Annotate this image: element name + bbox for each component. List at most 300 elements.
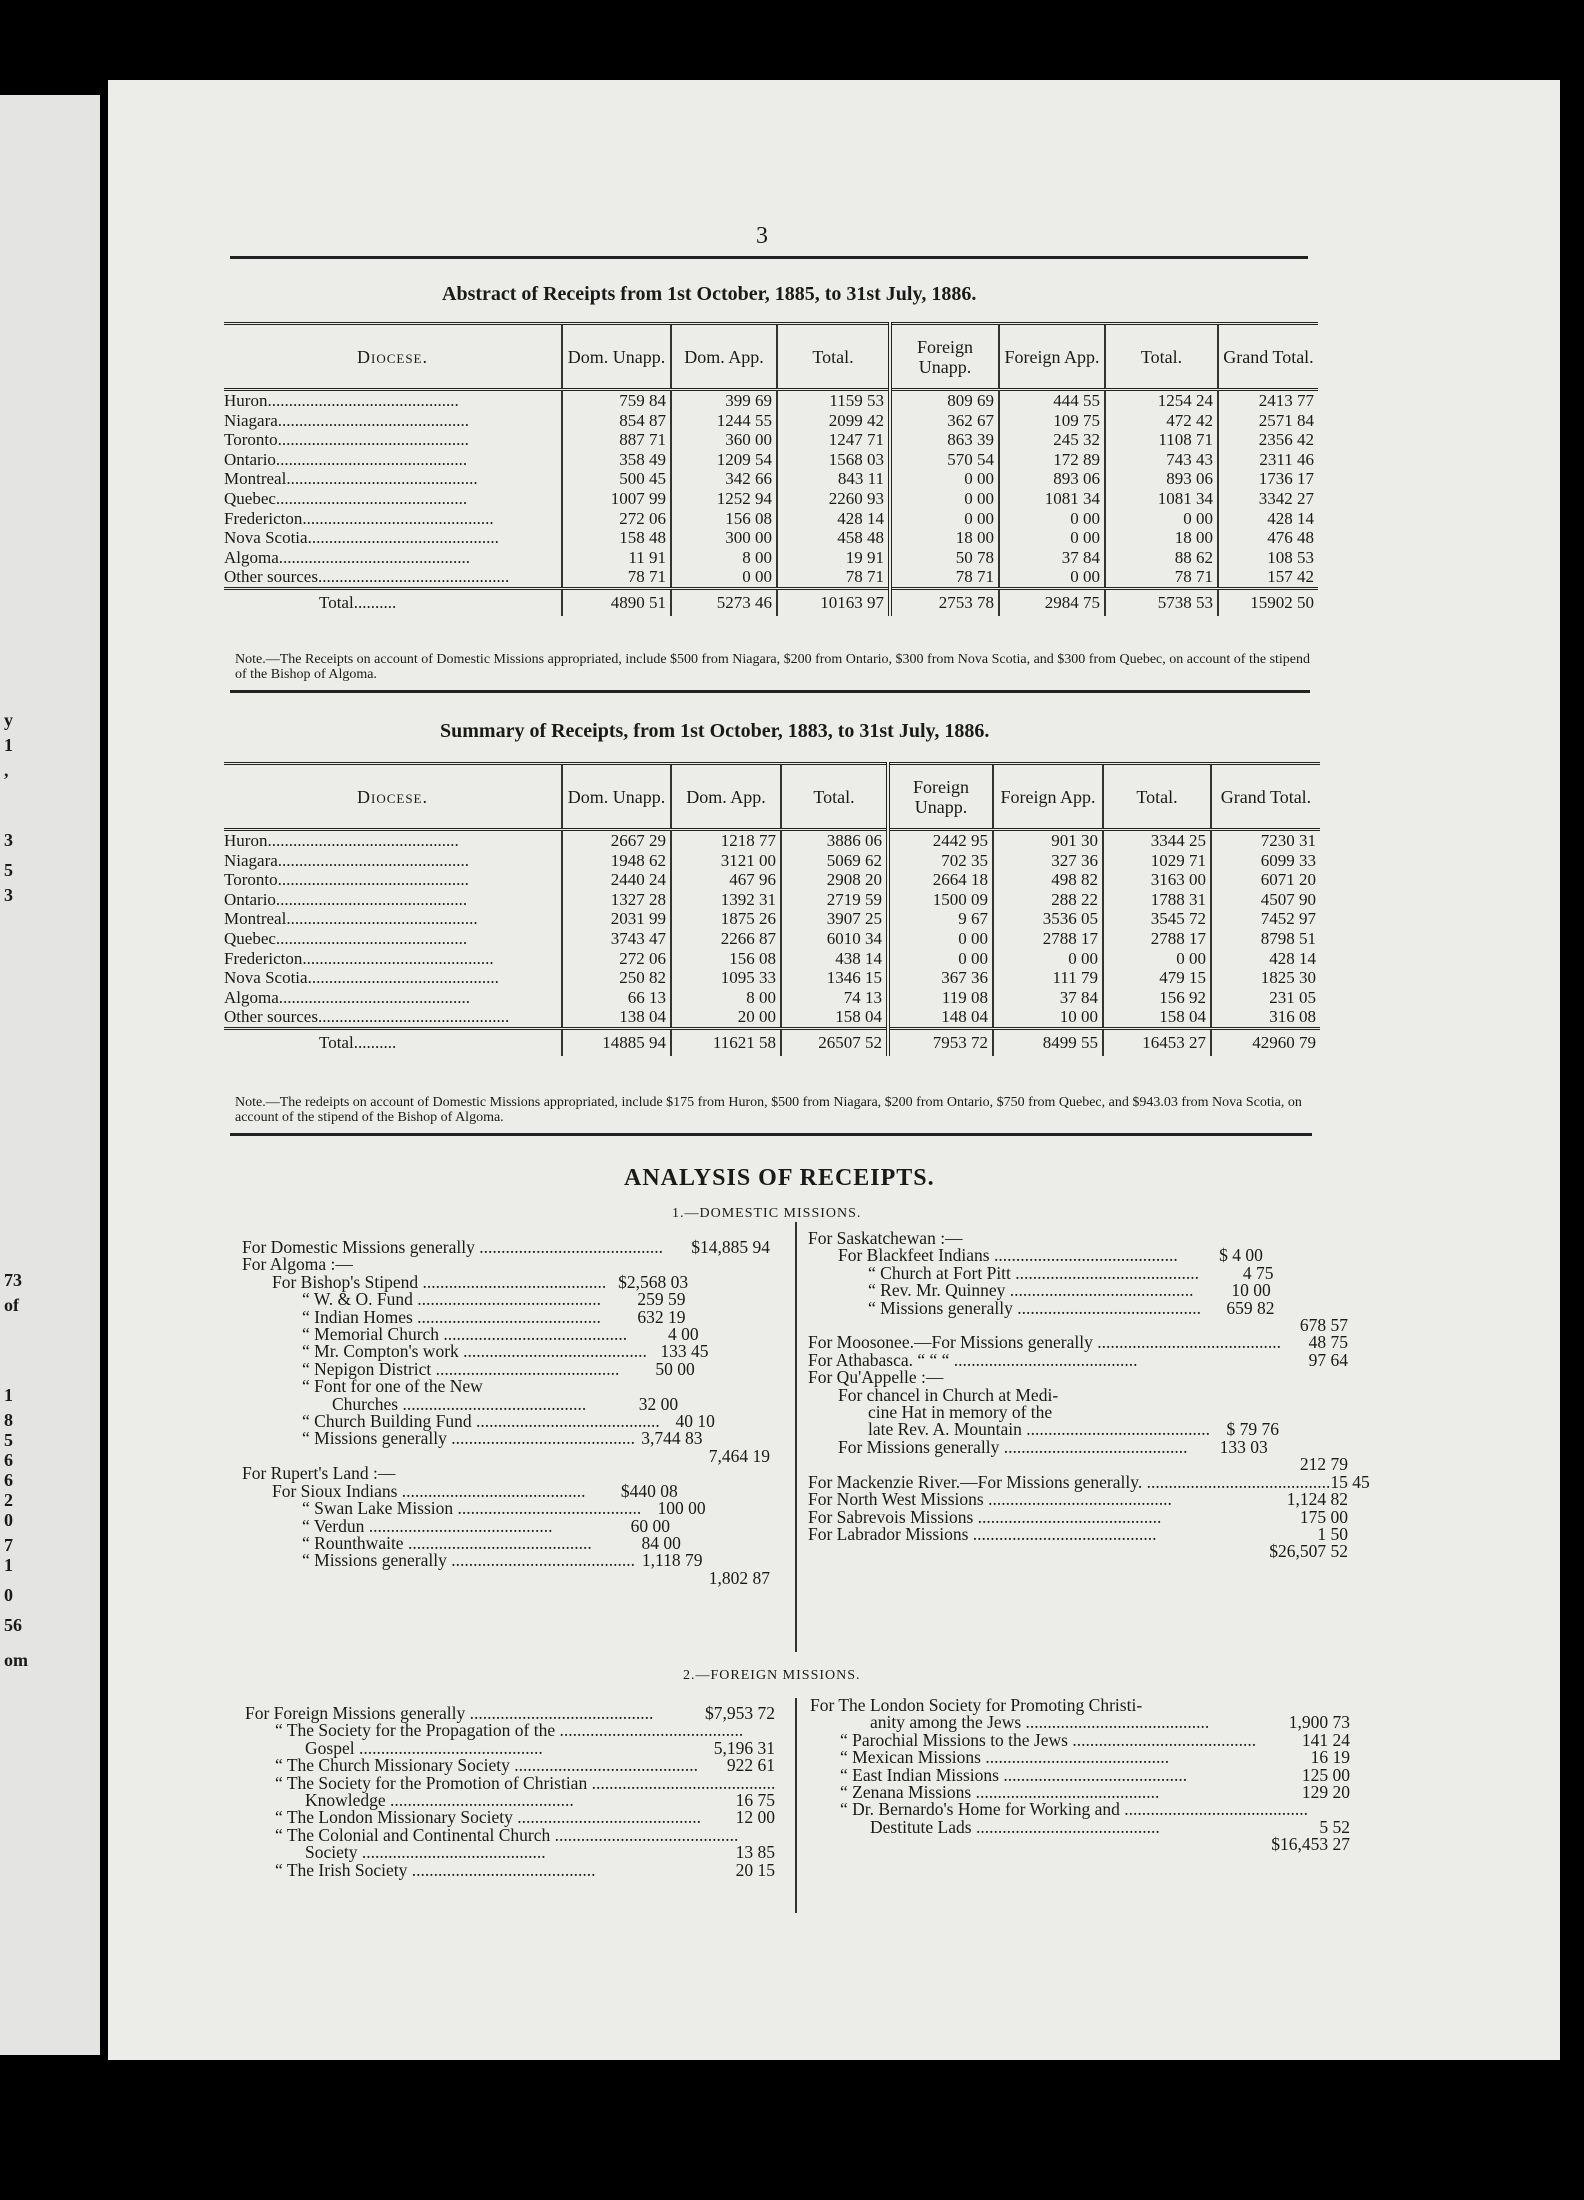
amount-cell: 362 67 bbox=[890, 411, 999, 431]
margin-fragment: 1 bbox=[4, 735, 13, 755]
abstract-title: Abstract of Receipts from 1st October, 1885, to 31st July, 1886. bbox=[442, 283, 977, 305]
amount-cell: 1209 54 bbox=[671, 450, 777, 470]
amount-cell: 8 00 bbox=[671, 548, 777, 568]
item-amount bbox=[663, 1239, 691, 1256]
item-amount: 659 82 bbox=[1226, 1297, 1275, 1318]
item-label: “ Rounthwaite .......................................... bbox=[302, 1532, 592, 1553]
diocese-name: Ontario............................................. bbox=[224, 889, 468, 909]
amount-cell: 0 00 bbox=[993, 949, 1103, 969]
item-label: For Blackfeet Indians .......................................... bbox=[838, 1245, 1178, 1266]
item-amount: 4 00 bbox=[667, 1324, 699, 1345]
column-header: Total. bbox=[1103, 764, 1211, 830]
column-header: Dom. App. bbox=[671, 764, 781, 830]
amount-cell: 2260 93 bbox=[777, 489, 890, 509]
margin-fragment: 5 bbox=[4, 1430, 13, 1450]
amount-cell: 1029 71 bbox=[1103, 851, 1211, 871]
amount-cell: 19 91 bbox=[777, 548, 890, 568]
item-label: For Mackenzie River.—For Missions generally. .......................................... bbox=[808, 1471, 1331, 1492]
amount-cell: 231 05 bbox=[1211, 988, 1320, 1008]
item-label: “ Church Building Fund .......................................... bbox=[302, 1411, 660, 1432]
amount-cell: 342 66 bbox=[671, 469, 777, 489]
amount-cell: 444 55 bbox=[999, 390, 1105, 411]
amount-cell: 1948 62 bbox=[562, 851, 671, 871]
amount-cell: 458 48 bbox=[777, 528, 890, 548]
amount-cell: 66 13 bbox=[562, 988, 671, 1008]
item-label: For Domestic Missions generally .......................................... bbox=[242, 1237, 663, 1257]
margin-fragment: 6 bbox=[4, 1450, 13, 1470]
diocese-name: Algoma............................................. bbox=[224, 547, 471, 567]
total-amount: 8499 55 bbox=[993, 1028, 1103, 1056]
amount-cell: 109 75 bbox=[999, 411, 1105, 431]
total-amount: 26507 52 bbox=[781, 1028, 888, 1056]
item-subtotal bbox=[708, 1343, 770, 1360]
amount-cell: 74 13 bbox=[781, 988, 888, 1008]
item-label: For chancel in Church at Medi- bbox=[838, 1384, 1059, 1405]
amount-cell: 428 14 bbox=[777, 509, 890, 529]
list-item bbox=[808, 1282, 1348, 1299]
item-amount: 4 75 bbox=[1242, 1262, 1274, 1283]
diocese-name: Fredericton............................................. bbox=[224, 948, 494, 968]
amount-cell: 1081 34 bbox=[999, 489, 1105, 509]
table-row bbox=[224, 870, 1320, 890]
amount-cell: 108 53 bbox=[1218, 548, 1318, 568]
amount-cell: 358 49 bbox=[562, 450, 671, 470]
amount-cell: 111 79 bbox=[993, 968, 1103, 988]
amount-cell: 78 71 bbox=[777, 567, 890, 588]
margin-fragment: 1 bbox=[4, 1555, 13, 1575]
item-label: “ Rev. Mr. Quinney .......................................... bbox=[868, 1280, 1194, 1301]
margin-fragment: 0 bbox=[4, 1510, 13, 1530]
amount-cell: 1218 77 bbox=[671, 830, 781, 851]
item-subtotal: 212 79 bbox=[1299, 1454, 1348, 1475]
amount-cell: 498 82 bbox=[993, 870, 1103, 890]
item-label: “ Nepigon District .......................................... bbox=[302, 1358, 620, 1379]
amount-cell: 476 48 bbox=[1218, 528, 1318, 548]
amount-cell: 570 54 bbox=[890, 450, 999, 470]
amount-cell: 2356 42 bbox=[1218, 430, 1318, 450]
amount-cell: 702 35 bbox=[888, 851, 993, 871]
amount-cell: 1392 31 bbox=[671, 890, 781, 910]
item-label: “ Zenana Missions .......................................... bbox=[840, 1782, 1160, 1803]
column-header: Dom. Unapp. bbox=[562, 764, 671, 830]
item-label: “ Dr. Bernardo's Home for Working and .......................................... bbox=[840, 1799, 1309, 1820]
item-amount: 12 00 bbox=[735, 1807, 775, 1828]
item-amount: 1,900 73 bbox=[1288, 1712, 1350, 1733]
previous-page-strip bbox=[0, 95, 100, 2055]
item-subtotal bbox=[1263, 1247, 1348, 1264]
amount-cell: 2571 84 bbox=[1218, 411, 1318, 431]
item-subtotal bbox=[685, 1291, 770, 1308]
item-label: “ Parochial Missions to the Jews .......................................... bbox=[840, 1729, 1257, 1750]
item-amount: 20 15 bbox=[735, 1859, 775, 1880]
amount-cell: 288 22 bbox=[993, 890, 1103, 910]
item-amount: 133 03 bbox=[1219, 1436, 1268, 1457]
item-amount: 133 45 bbox=[660, 1341, 709, 1362]
amount-cell: 500 45 bbox=[562, 469, 671, 489]
diocese-name: Fredericton............................................. bbox=[224, 508, 494, 528]
amount-cell: 88 62 bbox=[1105, 548, 1218, 568]
amount-cell: 1252 94 bbox=[671, 489, 777, 509]
amount-cell: 360 00 bbox=[671, 430, 777, 450]
item-subtotal bbox=[1248, 1230, 1348, 1247]
column-header: Diocese. bbox=[357, 786, 428, 807]
item-label: “ The London Missionary Society .......................................... bbox=[275, 1807, 701, 1828]
item-label: “ The Society for the Propagation of the .......................................... bbox=[275, 1720, 744, 1741]
total-amount: 14885 94 bbox=[562, 1028, 671, 1056]
amount-cell: 893 06 bbox=[1105, 469, 1218, 489]
diocese-name: Algoma............................................. bbox=[224, 987, 471, 1007]
item-amount: $2,568 03 bbox=[618, 1271, 689, 1292]
list-item bbox=[808, 1297, 1348, 1318]
amount-cell: 0 00 bbox=[888, 929, 993, 949]
total-amount: 5738 53 bbox=[1105, 588, 1218, 616]
amount-cell: 843 11 bbox=[777, 469, 890, 489]
diocese-name: Montreal............................................. bbox=[224, 469, 478, 489]
amount-cell: 6010 34 bbox=[781, 929, 888, 949]
amount-cell: 3344 25 bbox=[1103, 830, 1211, 851]
margin-fragment: 1 bbox=[4, 1385, 13, 1405]
item-amount: 5 52 bbox=[1319, 1816, 1350, 1837]
diocese-name: Huron............................................. bbox=[224, 391, 459, 410]
amount-cell: 9 67 bbox=[888, 909, 993, 929]
amount-cell: 0 00 bbox=[888, 949, 993, 969]
item-subtotal: $26,507 52 bbox=[1269, 1541, 1348, 1562]
amount-cell: 2908 20 bbox=[781, 870, 888, 890]
amount-cell: 2413 77 bbox=[1218, 390, 1318, 411]
item-amount: 125 00 bbox=[1301, 1764, 1350, 1785]
item-subtotal bbox=[1248, 1387, 1348, 1404]
amount-cell: 0 00 bbox=[890, 489, 999, 509]
item-amount: 632 19 bbox=[637, 1306, 686, 1327]
amount-cell: 1081 34 bbox=[1105, 489, 1218, 509]
table-row bbox=[224, 469, 1318, 489]
total-amount: 16453 27 bbox=[1103, 1028, 1211, 1056]
amount-cell: 863 39 bbox=[890, 430, 999, 450]
list-item bbox=[808, 1436, 1348, 1457]
amount-cell: 6099 33 bbox=[1211, 851, 1320, 871]
amount-cell: 0 00 bbox=[999, 528, 1105, 548]
amount-cell: 3545 72 bbox=[1103, 909, 1211, 929]
amount-cell: 479 15 bbox=[1103, 968, 1211, 988]
item-subtotal: 48 75 bbox=[1308, 1332, 1348, 1353]
item-amount: 10 00 bbox=[1231, 1280, 1271, 1301]
item-label: “ Memorial Church .......................................... bbox=[302, 1324, 628, 1345]
amount-cell: 1875 26 bbox=[671, 909, 781, 929]
amount-cell: 2099 42 bbox=[777, 411, 890, 431]
foreign-right-list bbox=[810, 1697, 1350, 1854]
amount-cell: 3163 00 bbox=[1103, 870, 1211, 890]
item-amount: 129 20 bbox=[1301, 1782, 1350, 1803]
item-amount: 50 00 bbox=[655, 1358, 695, 1379]
item-amount: 32 00 bbox=[638, 1393, 679, 1414]
item-amount: 13 85 bbox=[735, 1842, 775, 1863]
amount-cell: 809 69 bbox=[890, 390, 999, 411]
list-item bbox=[808, 1491, 1348, 1508]
item-label bbox=[242, 1570, 570, 1587]
amount-cell: 6071 20 bbox=[1211, 870, 1320, 890]
item-amount bbox=[1161, 1509, 1254, 1526]
total-label: Total.......... bbox=[224, 588, 562, 616]
amount-cell: 3743 47 bbox=[562, 929, 671, 949]
amount-cell: 158 48 bbox=[562, 528, 671, 548]
amount-cell: 50 78 bbox=[890, 548, 999, 568]
diocese-name: Montreal............................................. bbox=[224, 909, 478, 929]
table-row bbox=[224, 528, 1318, 548]
margin-fragment: 7 bbox=[4, 1535, 13, 1555]
amount-cell: 472 42 bbox=[1105, 411, 1218, 431]
margin-fragment: 5 bbox=[4, 860, 13, 880]
amount-cell: 148 04 bbox=[888, 1007, 993, 1028]
diocese-name: Quebec............................................. bbox=[224, 488, 468, 508]
amount-cell: 300 00 bbox=[671, 528, 777, 548]
amount-cell: 3907 25 bbox=[781, 909, 888, 929]
item-amount bbox=[1281, 1334, 1309, 1351]
foreign-left-list bbox=[245, 1705, 775, 1879]
amount-cell: 8798 51 bbox=[1211, 929, 1320, 949]
amount-cell: 20 00 bbox=[671, 1007, 781, 1028]
item-label: Destitute Lads .......................................... bbox=[870, 1816, 1160, 1837]
item-label: “ The Colonial and Continental Church .......................................... bbox=[275, 1824, 739, 1845]
table-row bbox=[224, 430, 1318, 450]
amount-cell: 0 00 bbox=[999, 509, 1105, 529]
column-header: Dom. App. bbox=[671, 324, 777, 390]
item-subtotal bbox=[1271, 1282, 1348, 1299]
margin-fragment: 0 bbox=[4, 1585, 13, 1605]
table-row bbox=[224, 949, 1320, 969]
item-amount: 922 61 bbox=[726, 1755, 775, 1776]
amount-cell: 759 84 bbox=[562, 390, 671, 411]
item-label: “ Church at Fort Pitt .......................................... bbox=[868, 1262, 1200, 1283]
item-label: cine Hat in memory of the bbox=[868, 1402, 1053, 1423]
amount-cell: 18 00 bbox=[1105, 528, 1218, 548]
column-divider bbox=[795, 1222, 797, 1652]
item-label: For North West Missions .......................................... bbox=[808, 1489, 1172, 1510]
item-subtotal bbox=[670, 1465, 770, 1482]
item-amount bbox=[1148, 1369, 1248, 1386]
table-row bbox=[224, 509, 1318, 529]
item-label: “ W. & O. Fund .......................................... bbox=[302, 1289, 601, 1310]
item-subtotal bbox=[1248, 1369, 1348, 1386]
item-label: For Sabrevois Missions .......................................... bbox=[808, 1506, 1162, 1527]
diocese-name: Nova Scotia............................................. bbox=[224, 528, 499, 548]
amount-cell: 367 36 bbox=[888, 968, 993, 988]
top-rule bbox=[230, 256, 1308, 259]
amount-cell: 3342 27 bbox=[1218, 489, 1318, 509]
amount-cell: 327 36 bbox=[993, 851, 1103, 871]
diocese-name: Toronto............................................. bbox=[224, 870, 469, 890]
item-subtotal bbox=[670, 1378, 770, 1395]
amount-cell: 2311 46 bbox=[1218, 450, 1318, 470]
list-item bbox=[810, 1816, 1350, 1837]
amount-cell: 1736 17 bbox=[1218, 469, 1318, 489]
amount-cell: 1247 71 bbox=[777, 430, 890, 450]
amount-cell: 272 06 bbox=[562, 949, 671, 969]
abstract-note: Note.—The Receipts on account of Domestic Missions appropriated, include $500 from Niagara, $200 from Ontario, $300 from Nova Scotia, and $300 from Quebec, on account of the stipend of the Bishop of Algoma. bbox=[235, 652, 1311, 682]
item-amount: 16 75 bbox=[735, 1790, 775, 1811]
item-subtotal: $14,885 94 bbox=[691, 1237, 770, 1257]
diocese-name: Huron............................................. bbox=[224, 831, 459, 850]
amount-cell: 901 30 bbox=[993, 830, 1103, 851]
item-label: For Qu'Appelle :— bbox=[808, 1367, 944, 1388]
margin-fragment: of bbox=[4, 1295, 19, 1315]
item-label: “ East Indian Missions .......................................... bbox=[840, 1764, 1188, 1785]
total-amount: 42960 79 bbox=[1211, 1028, 1320, 1056]
diocese-name: Niagara............................................. bbox=[224, 410, 470, 430]
margin-fragment: 3 bbox=[4, 885, 13, 905]
amount-cell: 7230 31 bbox=[1211, 830, 1320, 851]
margin-fragment: 6 bbox=[4, 1470, 13, 1490]
item-amount bbox=[1157, 1526, 1253, 1543]
list-item bbox=[242, 1552, 770, 1569]
summary-note: Note.—The redeipts on account of Domestic Missions appropriated, include $175 from Huron, $500 from Niagara, $200 from Ontario, $750 from Quebec, and $943.03 from Nova Scotia, on account of the stipend of the Bishop of Algoma. bbox=[235, 1095, 1302, 1125]
amount-cell: 399 69 bbox=[671, 390, 777, 411]
item-amount bbox=[1172, 1491, 1260, 1508]
item-label: For Rupert's Land :— bbox=[242, 1463, 396, 1484]
amount-cell: 156 92 bbox=[1103, 988, 1211, 1008]
total-amount: 2984 75 bbox=[999, 588, 1105, 616]
item-amount: 5,196 31 bbox=[713, 1737, 775, 1758]
item-amount: $7,953 72 bbox=[705, 1703, 775, 1723]
table-header-row bbox=[224, 764, 1320, 830]
item-label bbox=[810, 1836, 1250, 1853]
amount-cell: 428 14 bbox=[1218, 509, 1318, 529]
item-label: “ Verdun .......................................... bbox=[302, 1515, 553, 1536]
total-amount: 11621 58 bbox=[671, 1028, 781, 1056]
diocese-name: Ontario............................................. bbox=[224, 449, 468, 469]
diocese-name: Quebec............................................. bbox=[224, 928, 468, 948]
item-label: Knowledge .......................................... bbox=[305, 1790, 574, 1811]
total-label: Total.......... bbox=[224, 1028, 562, 1056]
column-header: Grand Total. bbox=[1211, 764, 1320, 830]
item-subtotal bbox=[1274, 1265, 1348, 1282]
item-amount: 1,118 79 bbox=[641, 1550, 703, 1571]
table-row bbox=[224, 411, 1318, 431]
item-label: “ The Church Missionary Society .......................................... bbox=[275, 1755, 699, 1776]
item-label: late Rev. A. Mountain .......................................... bbox=[868, 1419, 1211, 1440]
item-subtotal bbox=[695, 1361, 770, 1378]
list-item bbox=[245, 1757, 775, 1774]
amount-cell: 3886 06 bbox=[781, 830, 888, 851]
list-item bbox=[242, 1291, 770, 1308]
amount-cell: 158 04 bbox=[781, 1007, 888, 1028]
item-label: For Algoma :— bbox=[242, 1254, 353, 1275]
abstract-bottom-rule bbox=[230, 690, 1310, 693]
margin-fragment: 8 bbox=[4, 1410, 13, 1430]
list-item bbox=[242, 1500, 770, 1517]
margin-fragment: 2 bbox=[4, 1490, 13, 1510]
item-subtotal: 1 50 bbox=[1317, 1523, 1348, 1544]
amount-cell: 1159 53 bbox=[777, 390, 890, 411]
amount-cell: 272 06 bbox=[562, 509, 671, 529]
amount-cell: 1108 71 bbox=[1105, 430, 1218, 450]
item-label: “ Indian Homes .......................................... bbox=[302, 1306, 601, 1327]
amount-cell: 0 00 bbox=[1103, 949, 1211, 969]
column-header: Total. bbox=[777, 324, 890, 390]
item-subtotal: 678 57 bbox=[1299, 1315, 1348, 1336]
amount-cell: 245 32 bbox=[999, 430, 1105, 450]
diocese-name: Other sources............................................. bbox=[224, 1007, 510, 1027]
list-item bbox=[242, 1430, 770, 1447]
amount-cell: 438 14 bbox=[781, 949, 888, 969]
amount-cell: 4507 90 bbox=[1211, 890, 1320, 910]
item-label: Churches .......................................... bbox=[332, 1393, 587, 1414]
item-label: For Foreign Missions generally .......................................... bbox=[245, 1703, 654, 1723]
diocese-name: Nova Scotia............................................. bbox=[224, 968, 499, 988]
table-row bbox=[224, 489, 1318, 509]
amount-cell: 156 08 bbox=[671, 509, 777, 529]
item-amount bbox=[1148, 1387, 1248, 1404]
margin-fragment: om bbox=[4, 1650, 28, 1670]
item-subtotal bbox=[670, 1518, 770, 1535]
table-row bbox=[224, 450, 1318, 470]
column-header: Diocese. bbox=[357, 346, 428, 367]
summary-bottom-rule bbox=[230, 1133, 1312, 1136]
column-header: Foreign App. bbox=[999, 324, 1105, 390]
table-row bbox=[224, 968, 1320, 988]
item-subtotal: 15 45 bbox=[1330, 1471, 1370, 1492]
amount-cell: 854 87 bbox=[562, 411, 671, 431]
amount-cell: 37 84 bbox=[993, 988, 1103, 1008]
margin-fragment: 56 bbox=[4, 1615, 22, 1635]
amount-cell: 1327 28 bbox=[562, 890, 671, 910]
amount-cell: 119 08 bbox=[888, 988, 993, 1008]
foreign-heading: 2.—FOREIGN MISSIONS. bbox=[683, 1668, 861, 1683]
amount-cell: 2719 59 bbox=[781, 890, 888, 910]
item-amount: 40 10 bbox=[675, 1411, 715, 1432]
amount-cell: 8 00 bbox=[671, 988, 781, 1008]
amount-cell: 3121 00 bbox=[671, 851, 781, 871]
domestic-left-list bbox=[242, 1239, 770, 1587]
item-amount bbox=[1148, 1543, 1248, 1560]
diocese-name: Other sources............................................. bbox=[224, 567, 510, 587]
total-amount: 4890 51 bbox=[562, 588, 671, 616]
amount-cell: 1788 31 bbox=[1103, 890, 1211, 910]
total-row bbox=[224, 1028, 1320, 1056]
table-row bbox=[224, 830, 1320, 851]
amount-cell: 0 00 bbox=[890, 509, 999, 529]
summary-table bbox=[224, 762, 1320, 1056]
summary-title: Summary of Receipts, from 1st October, 1883, to 31st July, 1886. bbox=[440, 720, 990, 742]
amount-cell: 1346 15 bbox=[781, 968, 888, 988]
amount-cell: 138 04 bbox=[562, 1007, 671, 1028]
margin-fragment: 73 bbox=[4, 1270, 22, 1290]
amount-cell: 3536 05 bbox=[993, 909, 1103, 929]
margin-fragment: 3 bbox=[4, 830, 13, 850]
diocese-name: Niagara............................................. bbox=[224, 850, 470, 870]
amount-cell: 0 00 bbox=[1105, 509, 1218, 529]
item-label: “ The Society for the Promotion of Christian .......................................... bbox=[275, 1772, 776, 1793]
amount-cell: 156 08 bbox=[671, 949, 781, 969]
list-item bbox=[808, 1543, 1348, 1560]
list-item bbox=[810, 1749, 1350, 1766]
amount-cell: 2266 87 bbox=[671, 929, 781, 949]
domestic-heading: 1.—DOMESTIC MISSIONS. bbox=[672, 1206, 862, 1221]
domestic-right-list bbox=[808, 1228, 1370, 1562]
item-label: For Saskatchewan :— bbox=[808, 1228, 963, 1248]
amount-cell: 2667 29 bbox=[562, 830, 671, 851]
amount-cell: 172 89 bbox=[999, 450, 1105, 470]
item-label: Gospel .......................................... bbox=[305, 1737, 543, 1758]
amount-cell: 2788 17 bbox=[1103, 929, 1211, 949]
item-amount: 60 00 bbox=[630, 1515, 670, 1536]
amount-cell: 0 00 bbox=[671, 567, 777, 588]
total-amount: 15902 50 bbox=[1218, 588, 1318, 616]
amount-cell: 1254 24 bbox=[1105, 390, 1218, 411]
analysis-title: ANALYSIS OF RECEIPTS. bbox=[624, 1165, 935, 1191]
amount-cell: 893 06 bbox=[999, 469, 1105, 489]
list-item bbox=[810, 1836, 1350, 1853]
amount-cell: 887 71 bbox=[562, 430, 671, 450]
